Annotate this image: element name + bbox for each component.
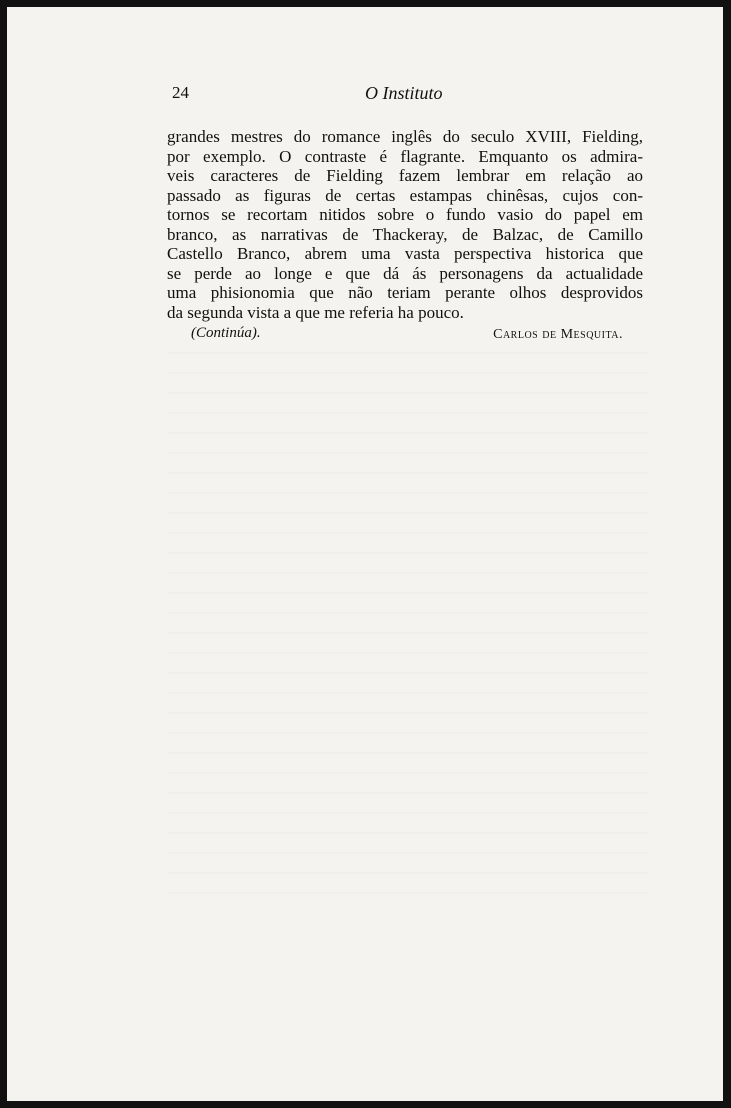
page-header (172, 83, 642, 107)
text-line: Castello Branco, abrem uma vasta perspectiva historica que (167, 244, 643, 263)
text-line: branco, as narrativas de Thackeray, de Balzac, de Camillo (167, 224, 643, 244)
page-number: 24 (172, 83, 189, 102)
text-line: da segunda vista a que me referia ha pouco. (167, 302, 464, 322)
document-page (7, 7, 723, 1101)
text-line: se perde ao longe e que dá ás personagens da actualidade (167, 263, 643, 283)
running-title: O Instituto (365, 83, 443, 103)
text-line: por exemplo. O contraste é flagrante. Emquanto os admira- (167, 146, 643, 166)
text-line: uma phisionomia que não teriam perante olhos desprovidos (167, 283, 643, 302)
text-line: grandes mestres do romance inglês do seculo XVIII, Fielding, (167, 127, 643, 146)
author-signature: Carlos de Mesquita. (493, 327, 623, 342)
body-paragraph (167, 127, 643, 322)
text-line: veis caracteres de Fielding fazem lembrar em relação ao (167, 166, 643, 185)
text-line: tornos se recortam nitidos sobre o fundo vasio do papel em (167, 205, 643, 224)
continua-note: (Continúa). (191, 325, 261, 341)
bleed-through-texture (167, 352, 647, 912)
text-line: passado as figuras de certas estampas chinêsas, cujos con- (167, 185, 643, 205)
article-footer (191, 325, 623, 347)
